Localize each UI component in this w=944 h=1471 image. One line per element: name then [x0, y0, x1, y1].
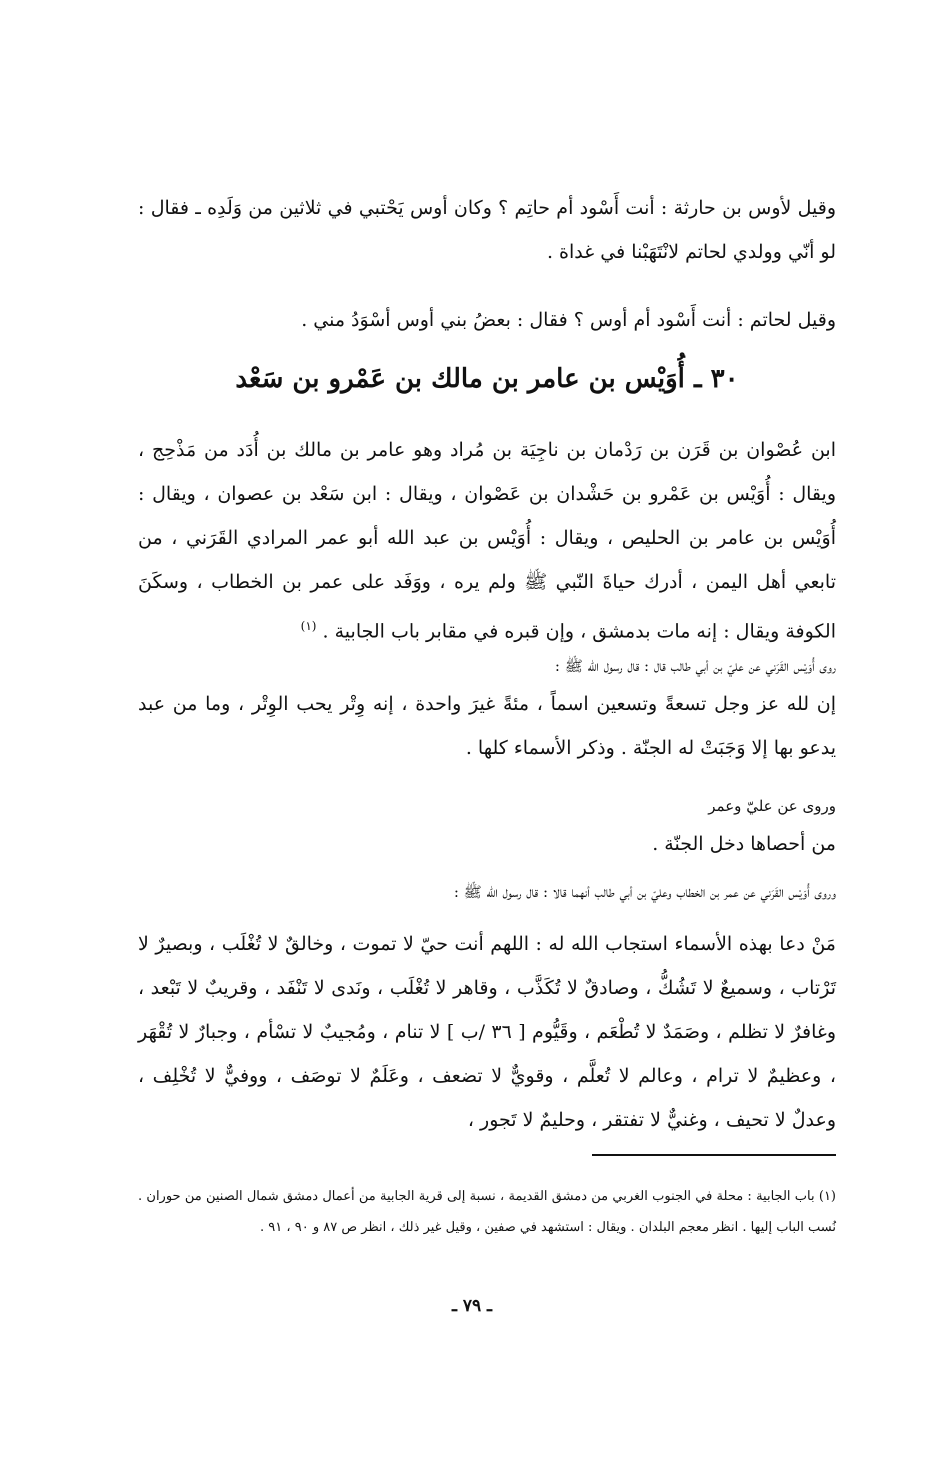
paragraph-biography [138, 428, 836, 653]
narration-line-1: روى أُوَيْس القَرَني عن عليّ بن أبي طالب قال : قال رسول الله ﷺ : [554, 657, 836, 675]
footnote-reference: (١) [300, 619, 317, 633]
supplication-text: مَنْ دعا بهذه الأسماء استجاب الله له : اللهم أنت حيّ لا تموت ، وخالقٌ لا تُغْلَب ، وبصيرٌ لا تَرْتاب ، وسميعٌ لا تَشُكُّ ، وصادقٌ لا تُكَذَّب ، وقاهر لا تُغْلَب ، ونَدى لا تَنْفَد ، وقريبٌ لا تَبْعد ، وغافرٌ لا تظلم ، وصَمَدٌ لا تُطْعَم ، وقَيُّوم [ ٣٦ /ب ] لا تنام ، ومُجيبٌ لا تسْأم ، وجبارٌ لا تُقْهَر ، وعظيمٌ لا ترام ، وعالم لا تُعلَّم ، وقويٌّ لا تضعف ، وعَلَمٌ لا توصَف ، ووفيٌّ لا تُخْلِف ، وعدلٌ لا تحيف ، وغنيٌّ لا تفتقر ، وحليمٌ لا تَجور ، [138, 933, 836, 1131]
narration-line-2: وروى عن عليّ وعمر [708, 797, 836, 815]
hadith-text-1: إن لله عز وجل تسعةً وتسعين اسماً ، مئةً غيرَ واحدة ، إنه وِتْر يحب الوِتْر ، وما من عبد يدعو بها إلا وَجَبَتْ له الجنّة . وذكر الأسماء كلها . [138, 693, 836, 759]
biography-text: ابن عُصْوان بن قَرَن بن رَدْمان بن ناجِيَة بن مُراد وهو عامر بن مالك بن أُدَد من مَذْحِج ، ويقال : أُوَيْس بن عَمْرو بن حَشْدان بن عَصْوان ، ويقال : ابن سَعْد بن عصوان ، ويقال : أُوَيْس بن عامر بن الحليص ، ويقال : أُوَيْس بن عبد الله أبو عمر المرادي القَرَني ، من تابعي أهل اليمن ، أدرك حياةَ النّبي ﷺ ولم يره ، ووَفَد على عمر بن الخطاب ، وسكَنَ الكوفة ويقال : إنه مات بدمشق ، وإن قبره في مقابر باب الجابية . [138, 439, 836, 643]
section-heading: ٣٠ ـ أُوَيْس بن عامر بن مالك بن عَمْرو بن سَعْد [235, 364, 739, 394]
footnote: (١) باب الجابية : محلة في الجنوب الغربي من دمشق القديمة ، نسبة إلى قرية الجابية من أعمال دمشق شمال الصنين من حوران . نُسب الباب إليها . انظر معجم البلدان . ويقال : استشهد في صفين ، وقيل غير ذلك ، انظر ص ٨٧ و ٩٠ ، ٩١ . [138, 1189, 836, 1235]
narration-line-3: وروى أُوَيْس القَرَني عن عمر بن الخطاب وعليّ بن أبي طالب أنهما قالا : قال رسول الله ﷺ : [453, 883, 836, 901]
paragraph-hatim: وقيل لحاتم : أنت أَسْود أم أوس ؟ فقال : بعضُ بني أوس أسْوَدُ مني . [301, 309, 836, 331]
hadith-text-2: من أحصاها دخل الجنّة . [652, 833, 836, 855]
footnote-divider [592, 1154, 836, 1156]
paragraph-aws-bin-haritha: وقيل لأوس بن حارثة : أنت أَسْود أم حاتِم ؟ وكان أوس يَحْتبي في ثلاثين من وَلَدِه ـ فقال : لو أنّي وولدي لحاتم لانْتَهَبْنا في غداة . [138, 197, 836, 263]
page-number: ـ ٧٩ ـ [451, 1296, 493, 1316]
